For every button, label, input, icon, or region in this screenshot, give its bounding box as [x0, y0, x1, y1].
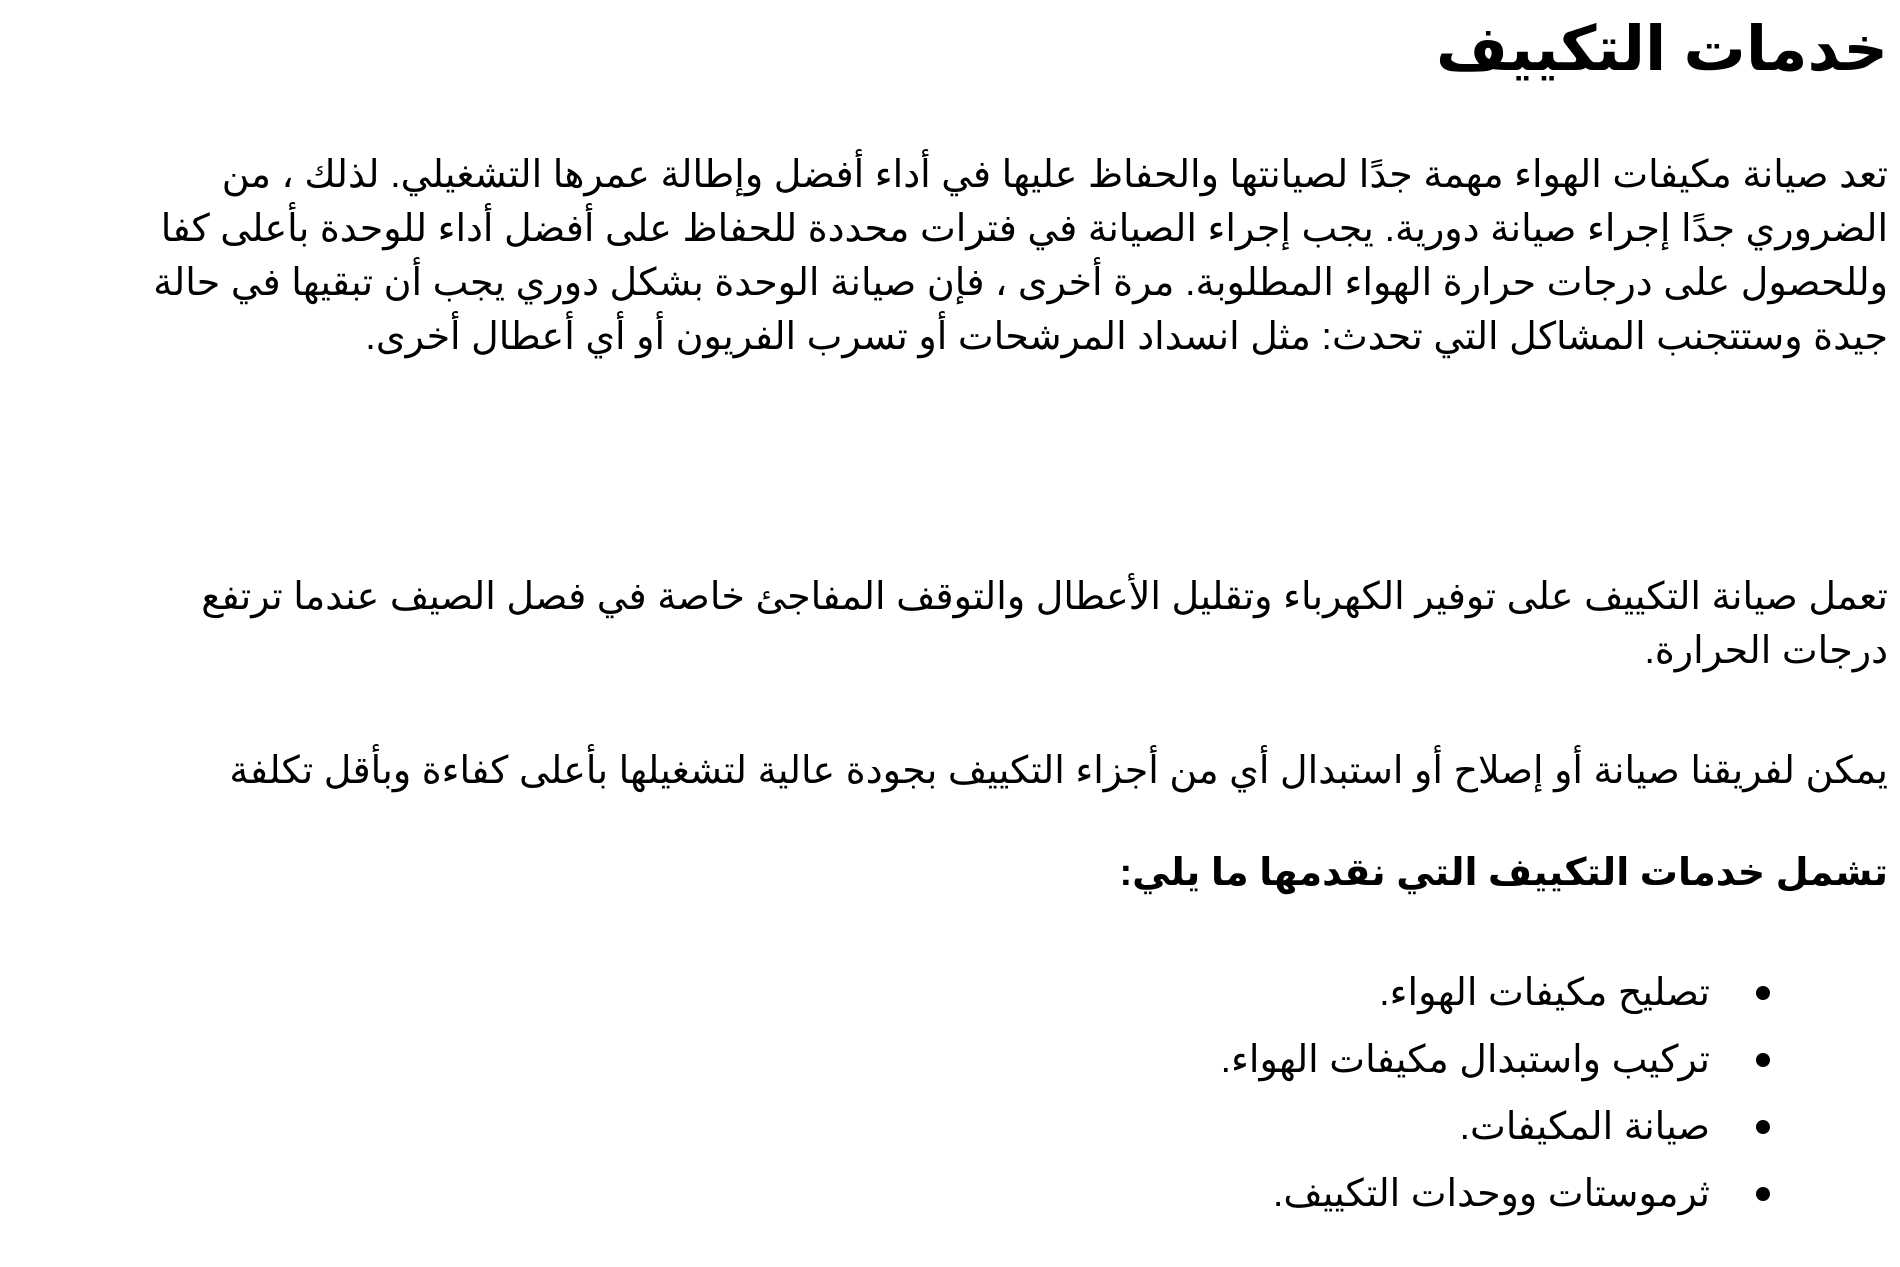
intro-paragraph-line-4: جيدة وستتجنب المشاكل التي تحدث: مثل انسداد المرشحات أو تسرب الفريون أو أي أعطال أخرى. — [365, 316, 1888, 358]
intro-paragraph-line-3: وللحصول على درجات حرارة الهواء المطلوبة. مرة أخرى ، فإن صيانة الوحدة بشكل دوري يجب أن تبقيها في حالة — [153, 262, 1888, 304]
service-item-text: صيانة المكيفات. — [1459, 1106, 1710, 1148]
list-item — [1220, 960, 1770, 1027]
bullet-icon — [1756, 1053, 1770, 1067]
intro-paragraph-line-2: الضروري جدًا إجراء صيانة دورية. يجب إجراء الصيانة في فترات محددة للحفاظ على أفضل أداء للوحدة بأعلى كفا — [160, 208, 1888, 250]
bullet-icon — [1756, 986, 1770, 1000]
services-heading — [0, 846, 1888, 900]
service-item-text: تصليح مكيفات الهواء. — [1379, 972, 1710, 1014]
team-paragraph-line: يمكن لفريقنا صيانة أو إصلاح أو استبدال أي من أجزاء التكييف بجودة عالية لتشغيلها بأعلى كفاءة وبأقل تكلفة — [229, 750, 1888, 792]
benefits-paragraph-line-1: تعمل صيانة التكييف على توفير الكهرباء وتقليل الأعطال والتوقف المفاجئ خاصة في فصل الصيف عندما ترتفع — [201, 576, 1888, 618]
team-paragraph — [0, 744, 1888, 798]
benefits-paragraph — [0, 570, 1888, 678]
page-title: خدمات التكييف — [1435, 15, 1888, 84]
list-item — [1220, 1094, 1770, 1161]
intro-paragraph — [0, 148, 1888, 364]
services-list — [1220, 960, 1770, 1228]
intro-paragraph-line-1: تعد صيانة مكيفات الهواء مهمة جدًا لصيانتها والحفاظ عليها في أداء أفضل وإطالة عمرها التشغيلي. لذلك ، من — [221, 154, 1888, 196]
benefits-paragraph-line-2: درجات الحرارة. — [1644, 630, 1888, 672]
service-item-text: تركيب واستبدال مكيفات الهواء. — [1220, 1039, 1710, 1081]
bullet-icon — [1756, 1187, 1770, 1201]
service-item-text: ثرموستات ووحدات التكييف. — [1272, 1173, 1710, 1215]
list-item — [1220, 1161, 1770, 1228]
bullet-icon — [1756, 1120, 1770, 1134]
list-item — [1220, 1027, 1770, 1094]
services-heading-text: تشمل خدمات التكييف التي نقدمها ما يلي: — [1119, 852, 1888, 894]
